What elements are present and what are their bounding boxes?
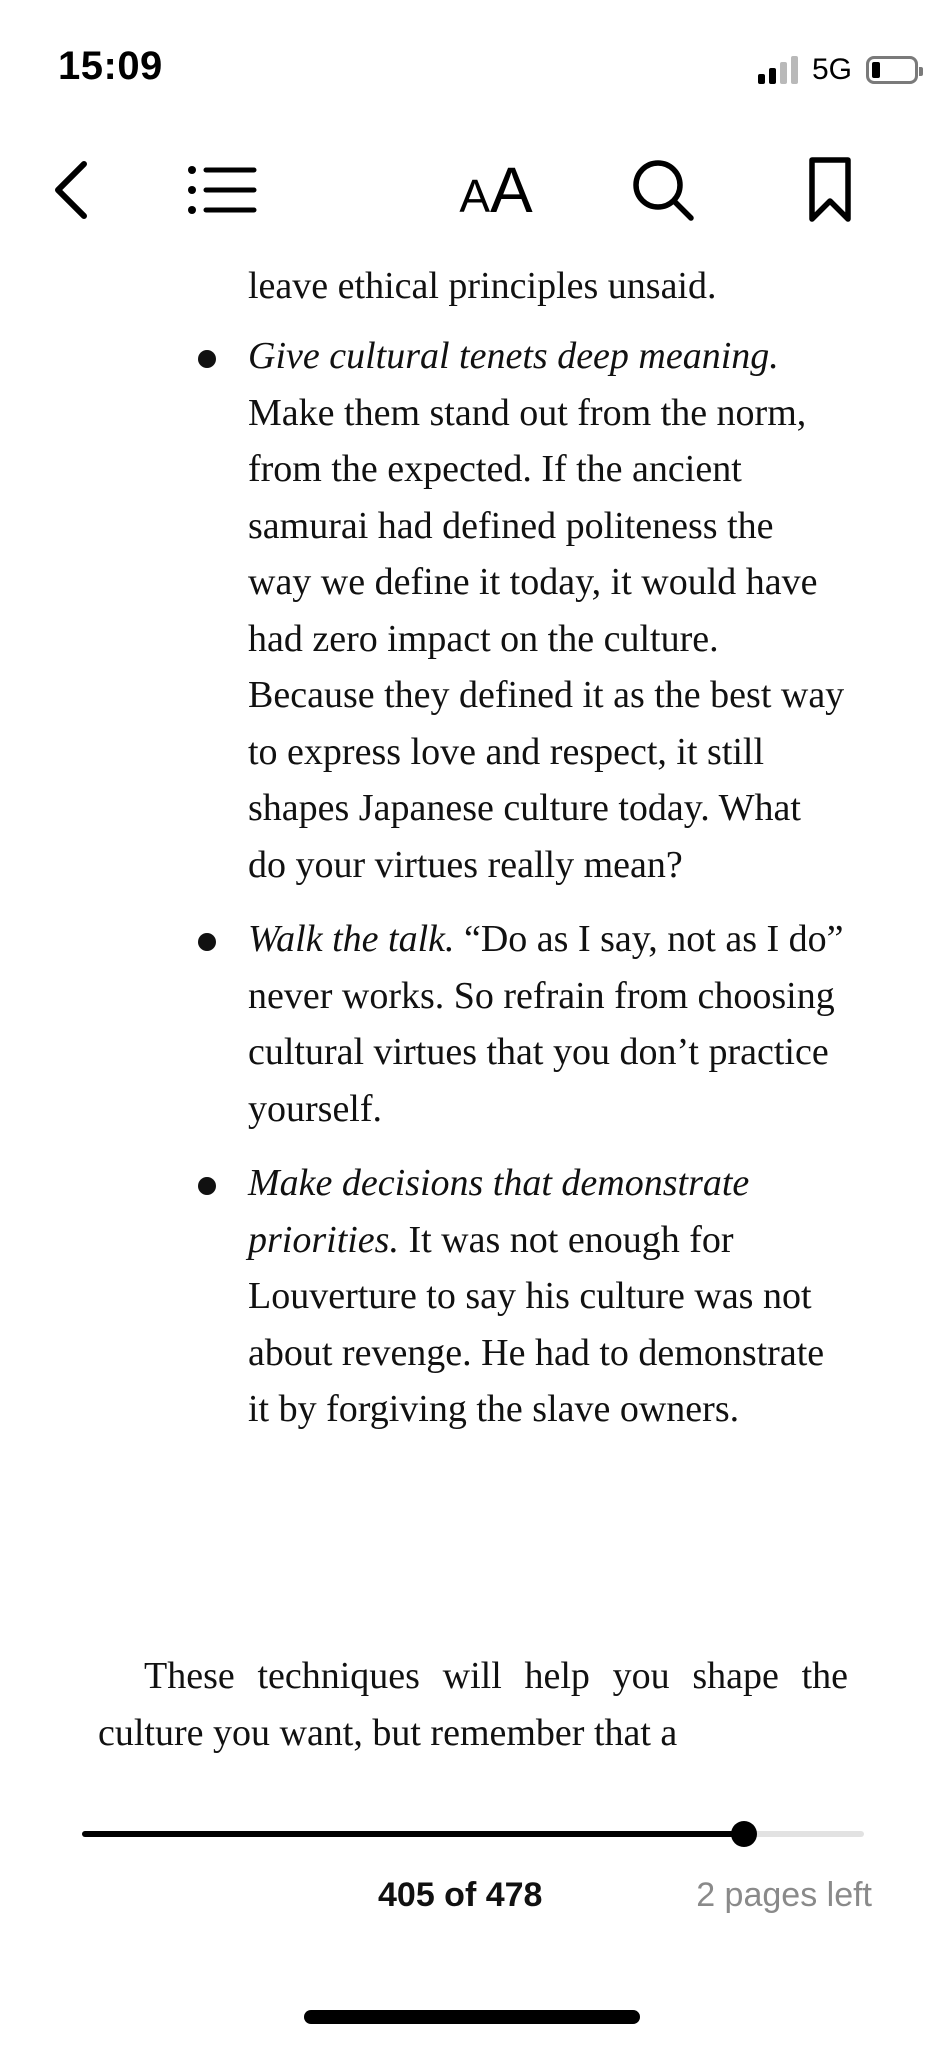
page-count: 405 of 478 bbox=[378, 1876, 543, 1914]
pages-left: 2 pages left bbox=[696, 1876, 872, 1914]
chevron-left-icon bbox=[50, 158, 90, 222]
list-item bbox=[0, 911, 946, 1137]
bullet-body: It was not enough for Louverture to say his culture was not about revenge. He had to demonstrate it by forgiving the slave owners. bbox=[248, 1218, 825, 1430]
bullet-body: Make them stand out from the norm, from the expected. If the ancient samurai had defined politeness the way we define it today, it would have had zero impact on the culture. Because they defined it as the best way to express love and respect, it still shapes Japanese culture today. What do your virtues really mean? bbox=[248, 391, 845, 886]
battery-icon bbox=[866, 56, 918, 84]
list-icon bbox=[186, 162, 258, 218]
back-button[interactable] bbox=[40, 150, 100, 230]
list-item bbox=[0, 1155, 946, 1438]
progress-fill bbox=[82, 1831, 744, 1837]
bullet-lead: Make decisions that demonstrate priorities. bbox=[248, 1162, 750, 1261]
network-type: 5G bbox=[811, 53, 852, 86]
bookmark-button[interactable] bbox=[800, 150, 860, 230]
bullet-icon bbox=[198, 350, 216, 368]
bullet-lead: Walk the talk. bbox=[248, 918, 455, 960]
signal-icon bbox=[758, 56, 798, 84]
font-settings-button[interactable] bbox=[450, 150, 542, 230]
body-paragraph: These techniques will help you shape the culture you want, but remember that a bbox=[98, 1655, 848, 1754]
list-item bbox=[0, 328, 946, 893]
status-indicators bbox=[758, 50, 918, 90]
bullet-icon bbox=[198, 933, 216, 951]
bullet-lead: Give cultural tenets deep meaning. bbox=[248, 335, 779, 377]
search-icon bbox=[630, 157, 696, 223]
table-of-contents-button[interactable] bbox=[186, 150, 258, 230]
status-time: 15:09 bbox=[58, 44, 163, 88]
bookmark-icon bbox=[807, 155, 853, 225]
home-indicator[interactable] bbox=[304, 2010, 640, 2024]
bullet-body: “Do as I say, not as I do” never works. So refrain from choosing cultural virtues that you don’t practice yourself. bbox=[248, 918, 844, 1130]
reading-progress-slider[interactable] bbox=[82, 1831, 864, 1837]
continued-text-line: leave ethical principles unsaid. bbox=[248, 265, 717, 307]
search-button[interactable] bbox=[628, 150, 698, 230]
bullet-icon bbox=[198, 1177, 216, 1195]
font-size-icon: AA bbox=[459, 154, 533, 226]
progress-knob[interactable] bbox=[731, 1821, 757, 1847]
bullet-list bbox=[0, 328, 946, 1456]
